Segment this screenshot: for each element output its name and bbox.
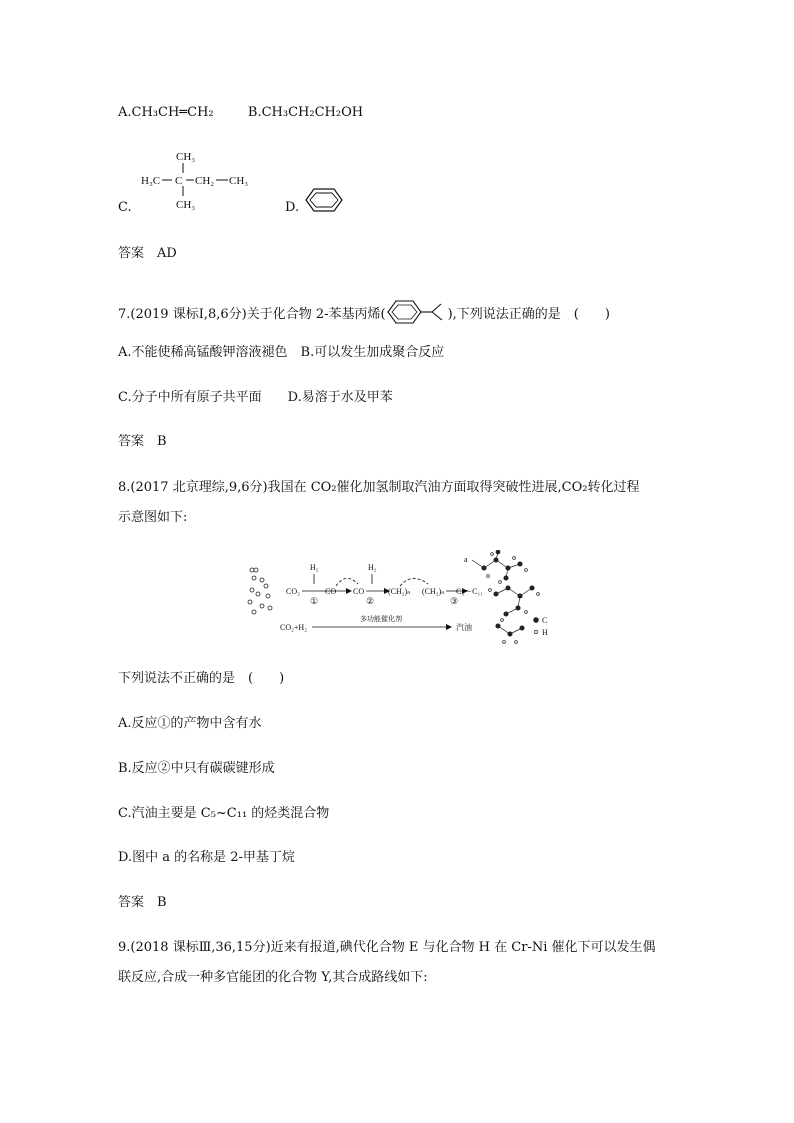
fig-legend-h: H — [542, 628, 548, 637]
phenylpropene-structure-icon — [386, 299, 448, 325]
q8-reaction-figure — [240, 550, 560, 646]
co2-molecules-cluster — [248, 568, 272, 614]
fig-label-a: a — [464, 555, 468, 564]
fig-ch2n-1: (CH₂)ₙ — [388, 587, 411, 596]
q9-stem-line1: 9.(2018 课标Ⅲ,36,15分)近来有报道,碘代化合物 E 与化合物 H 在 Cr-Ni 催化下可以发生偶 — [118, 940, 656, 955]
q8-option-b: B.反应②中只有碳碳键形成 — [118, 761, 275, 776]
fig-step2: ② — [366, 596, 375, 606]
q6-option-c-label: C. — [118, 200, 132, 215]
q9-stem-line2: 联反应,合成一种多官能团的化合物 Y,其合成路线如下: — [118, 970, 428, 985]
fig-step1: ① — [310, 596, 319, 606]
q6-option-d-label: D. — [285, 200, 300, 215]
struct-chain-ch2: CH₂ — [195, 175, 215, 187]
q6-option-a: A.CH₃CH═CH₂ — [118, 105, 214, 120]
struct-left-h3c: H₃C — [141, 175, 161, 187]
struct-top-ch3: CH₃ — [176, 151, 196, 163]
q7-stem-after: ),下列说法正确的是 ( ) — [447, 307, 610, 322]
fig-catalyst: 多功能催化剂 — [360, 615, 402, 623]
struct-center-c: C — [175, 175, 183, 187]
fig-h2-1: H₂ — [310, 563, 319, 572]
q8-option-d: D.图中 a 的名称是 2-甲基丁烷 — [118, 850, 295, 865]
legend — [534, 616, 548, 637]
q8-stem-line2: 示意图如下: — [118, 510, 188, 525]
struct-bottom-ch3: CH₃ — [176, 199, 196, 211]
fig-co-1: CO — [325, 587, 337, 596]
q7-stem — [118, 299, 610, 325]
fig-co-2: CO — [353, 587, 365, 596]
q6-answer: 答案 AD — [118, 246, 177, 261]
q7-answer: 答案 B — [118, 434, 167, 449]
q7-stem-before: 7.(2019 课标Ⅰ,8,6分)关于化合物 2-苯基丙烯( — [118, 307, 386, 322]
q7-options-ab: A.不能使稀高锰酸钾溶液褪色 B.可以发生加成聚合反应 — [118, 345, 445, 360]
q7-options-cd: C.分子中所有原子共平面 D.易溶于水及甲苯 — [118, 390, 393, 405]
fig-legend-c: C — [542, 616, 548, 625]
q8-stem-line1: 8.(2017 北京理综,9,6分)我国在 CO₂催化加氢制取汽油方面取得突破性进展,CO₂转化过程 — [118, 480, 640, 495]
fig-h2-2: H₂ — [368, 563, 377, 572]
fig-step3: ③ — [450, 596, 459, 606]
benzene-ring-icon — [304, 186, 344, 214]
fig-ch2n-2: (CH₂)ₙ — [422, 587, 445, 596]
q6-option-c-structure — [138, 146, 268, 216]
q8-option-c: C.汽油主要是 C₅~C₁₁ 的烃类混合物 — [118, 806, 330, 821]
fig-product: C₅～C₁₁ — [456, 587, 484, 596]
q8-option-a: A.反应①的产物中含有水 — [118, 716, 262, 731]
fig-gasoline: 汽油 — [456, 623, 472, 632]
q6-option-b: B.CH₃CH₂CH₂OH — [247, 105, 364, 120]
fig-bottom-reactants: CO₂+H₂ — [280, 623, 307, 632]
struct-right-ch3: CH₃ — [229, 175, 249, 187]
q6-options-ab — [118, 104, 363, 122]
hydrocarbon-molecules-icon — [464, 550, 539, 643]
q8-prompt: 下列说法不正确的是 ( ) — [118, 671, 285, 686]
q8-answer: 答案 B — [118, 895, 167, 910]
fig-co2-1: CO₂ — [286, 587, 300, 596]
